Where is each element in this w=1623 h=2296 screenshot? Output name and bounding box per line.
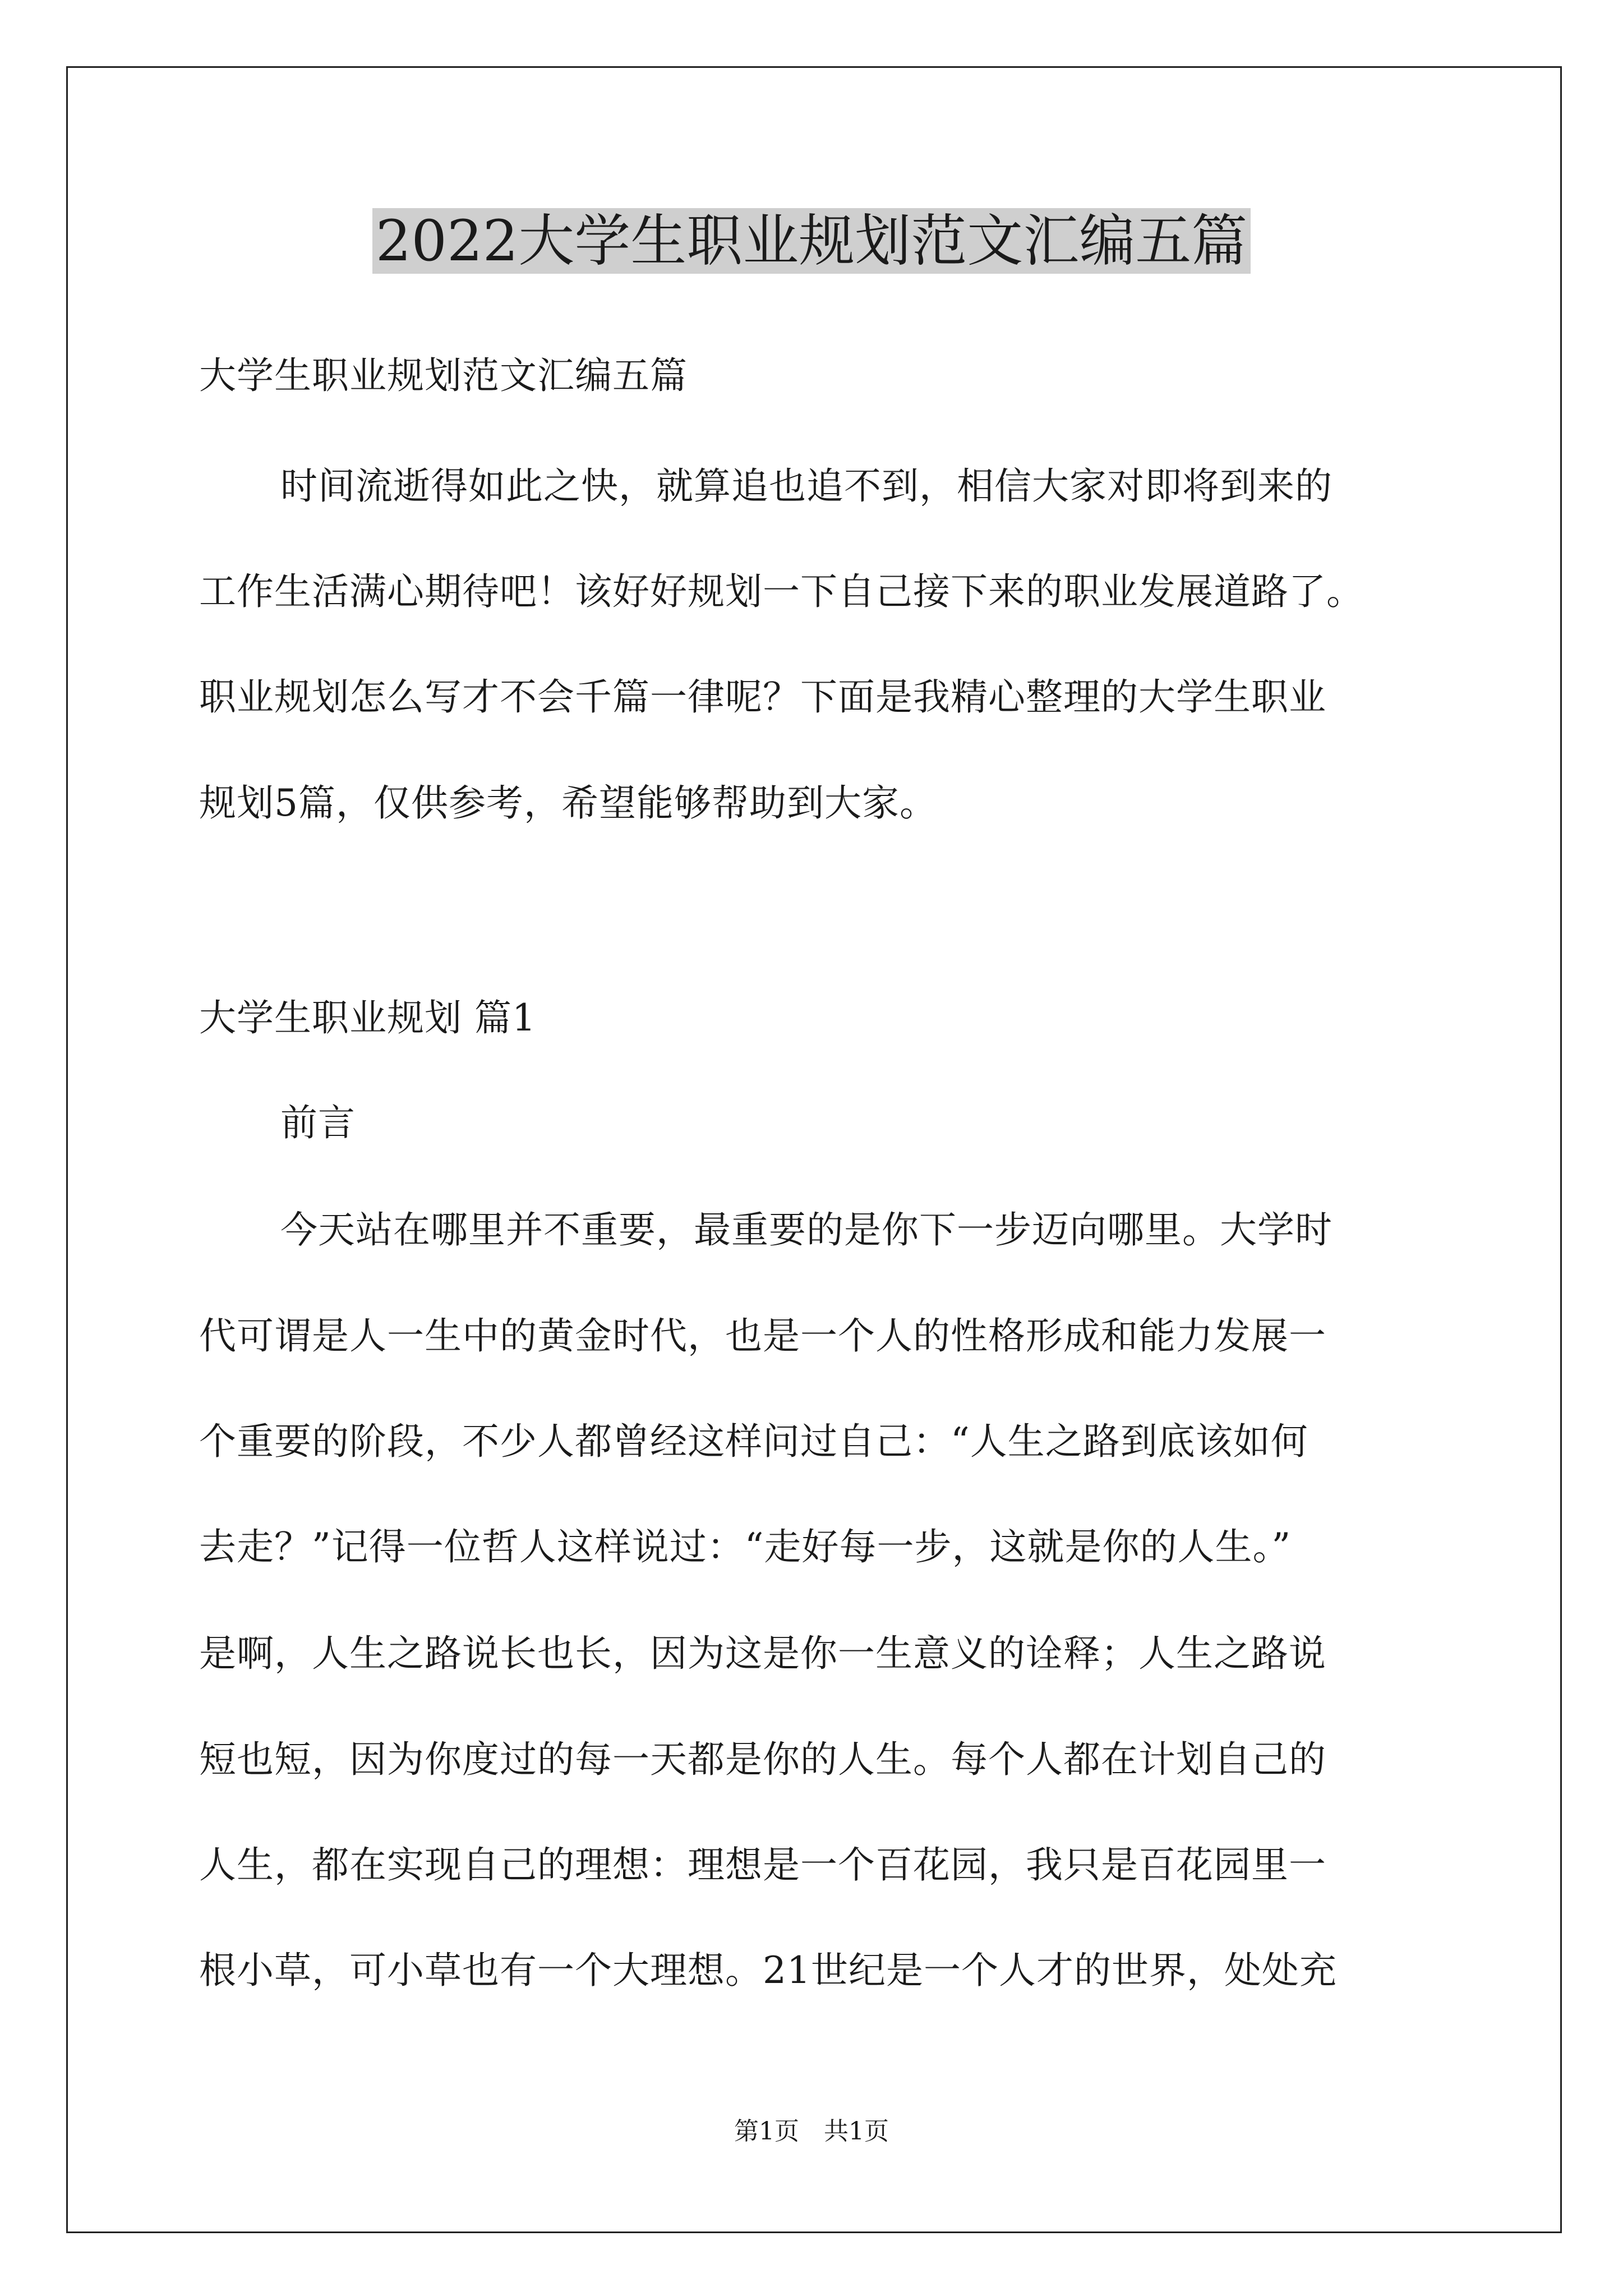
intro-line: 工作生活满心期待吧！该好好规划一下自己接下来的职业发展道路了。 bbox=[199, 570, 1364, 613]
intro-line: 时间流逝得如此之快，就算追也追不到，相信大家对即将到来的 bbox=[280, 464, 1332, 508]
body-line: 是啊，人生之路说长也长，因为这是你一生意义的诠释；人生之路说 bbox=[199, 1632, 1326, 1675]
document-title bbox=[0, 202, 1623, 280]
body-line: 去走？”记得一位哲人这样说过：“走好每一步，这就是你的人生。” bbox=[199, 1525, 1292, 1568]
document-subtitle: 大学生职业规划范文汇编五篇 bbox=[199, 354, 688, 397]
body-line: 根小草，可小草也有一个大理想。21世纪是一个人才的世界，处处充 bbox=[199, 1949, 1337, 1992]
intro-line: 职业规划怎么写才不会千篇一律呢？下面是我精心整理的大学生职业 bbox=[199, 675, 1326, 719]
body-line: 代可谓是人一生中的黄金时代，也是一个人的性格形成和能力发展一 bbox=[199, 1314, 1326, 1358]
body-line: 今天站在哪里并不重要，最重要的是你下一步迈向哪里。大学时 bbox=[280, 1208, 1332, 1251]
document-title-text: 2022大学生职业规划范文汇编五篇 bbox=[372, 208, 1251, 274]
body-line: 短也短，因为你度过的每一天都是你的人生。每个人都在计划自己的 bbox=[199, 1738, 1326, 1781]
intro-line: 规划5篇，仅供参考，希望能够帮助到大家。 bbox=[199, 781, 937, 825]
body-line: 个重要的阶段，不少人都曾经这样问过自己：“人生之路到底该如何 bbox=[199, 1420, 1308, 1463]
section-heading: 大学生职业规划 篇1 bbox=[199, 996, 536, 1039]
body-line: 人生，都在实现自己的理想：理想是一个百花园，我只是百花园里一 bbox=[199, 1843, 1326, 1887]
preface-label: 前言 bbox=[280, 1101, 356, 1144]
page-number-footer: 第1页 共1页 bbox=[734, 2117, 889, 2146]
